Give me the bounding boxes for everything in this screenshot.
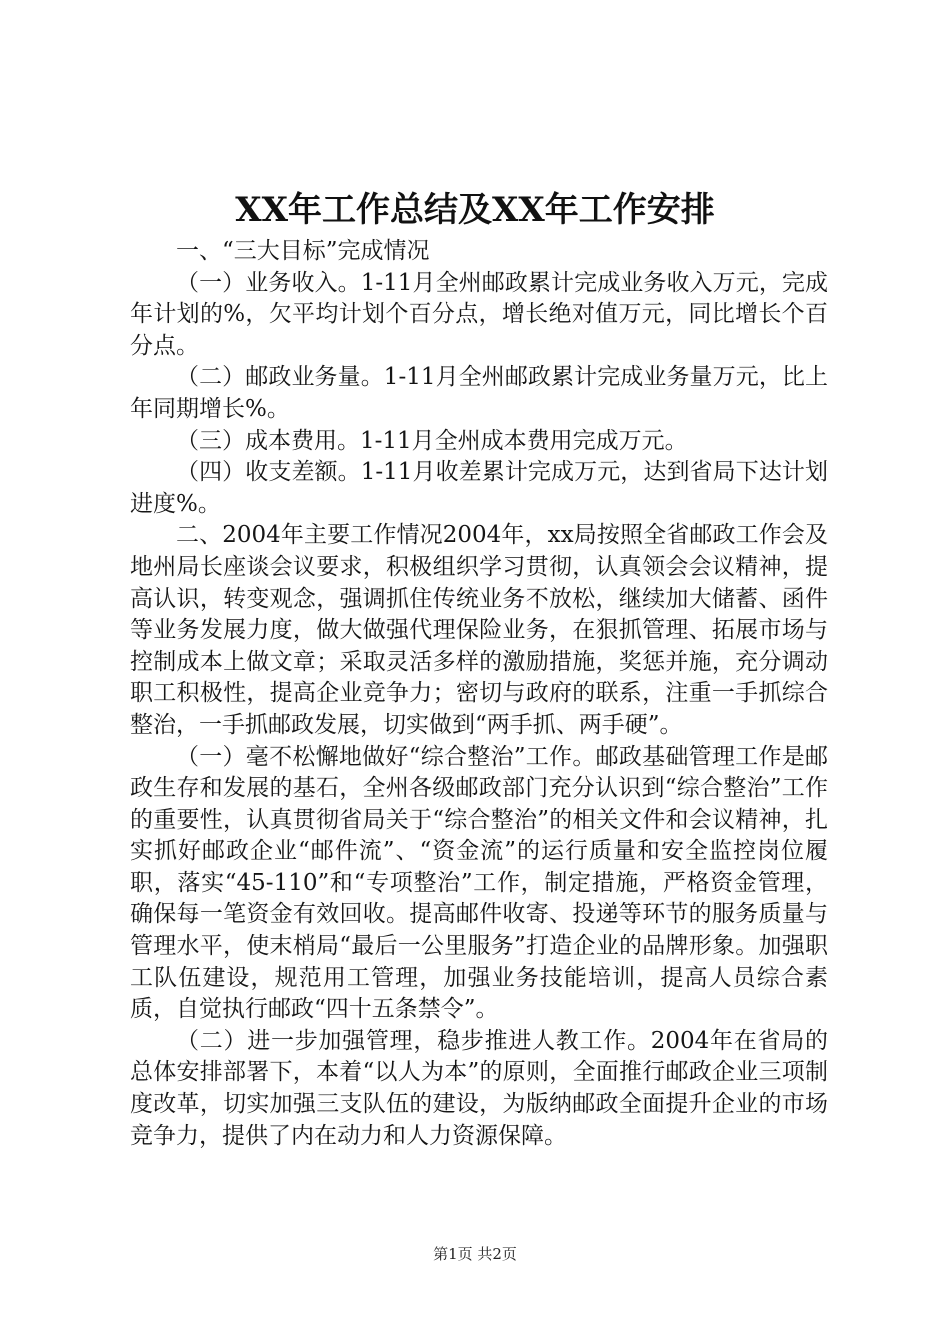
paragraph-section-2: 二、2004年主要工作情况2004年，xx局按照全省邮政工作会及地州局长座谈会议要求，积极组织学习贯彻，认真领会会议精神，提高认识，转变观念，强调抓住传统业务不放松，继续加大储蓄、函件等业务发展力度，做大做强代理保险业务，在狠抓管理、拓展市场与控制成本上做文章；采取灵活多样的激励措施，奖惩并施，充分调动职工积极性，提高企业竞争力；密切与政府的联系，注重一手抓综合整治，一手抓邮政发展，切实做到“两手抓、两手硬”。 [130,522,828,738]
paragraph-balance: （四）收支差额。1-11月收差累计完成万元，达到省局下达计划进度%。 [130,459,828,517]
paragraph-comprehensive-rectification: （一）毫不松懈地做好“综合整治”工作。邮政基础管理工作是邮政生存和发展的基石，全州各级邮政部门充分认识到“综合整治”工作的重要性，认真贯彻省局关于“综合整治”的相关文件和会议精神，扎实抓好邮政企业“邮件流”、“资金流”的运行质量和安全监控岗位履职，落实“45-110”和“专项整治”工作，制定措施，严格资金管理，确保每一笔资金有效回收。提高邮件收寄、投递等环节的服务质量与管理水平，使末梢局“最后一公里服务”打造企业的品牌形象。加强职工队伍建设，规范用工管理，加强业务技能培训，提高人员综合素质，自觉执行邮政“四十五条禁令”。 [130,743,828,1023]
document-body [130,236,828,1152]
paragraph-section-1-heading: 一、“三大目标”完成情况 [176,238,430,264]
paragraph-management: （二）进一步加强管理，稳步推进人教工作。2004年在省局的总体安排部署下，本着“以人为本”的原则，全面推行邮政企业三项制度改革，切实加强三支队伍的建设，为版纳邮政全面提升企业的市场竞争力，提供了内在动力和人力资源保障。 [130,1027,828,1149]
paragraph-business-income: （一）业务收入。1-11月全州邮政累计完成业务收入万元，完成年计划的%，欠平均计划个百分点，增长绝对值万元，同比增长个百分点。 [130,269,828,359]
paragraph-postal-volume: （二）邮政业务量。1-11月全州邮政累计完成业务量万元，比上年同期增长%。 [130,364,828,422]
document-title: XX年工作总结及XX年工作安排 [235,190,715,230]
paragraph-cost: （三）成本费用。1-11月全州成本费用完成万元。 [176,427,688,454]
page-number-footer: 第1页 共2页 [433,1245,517,1263]
